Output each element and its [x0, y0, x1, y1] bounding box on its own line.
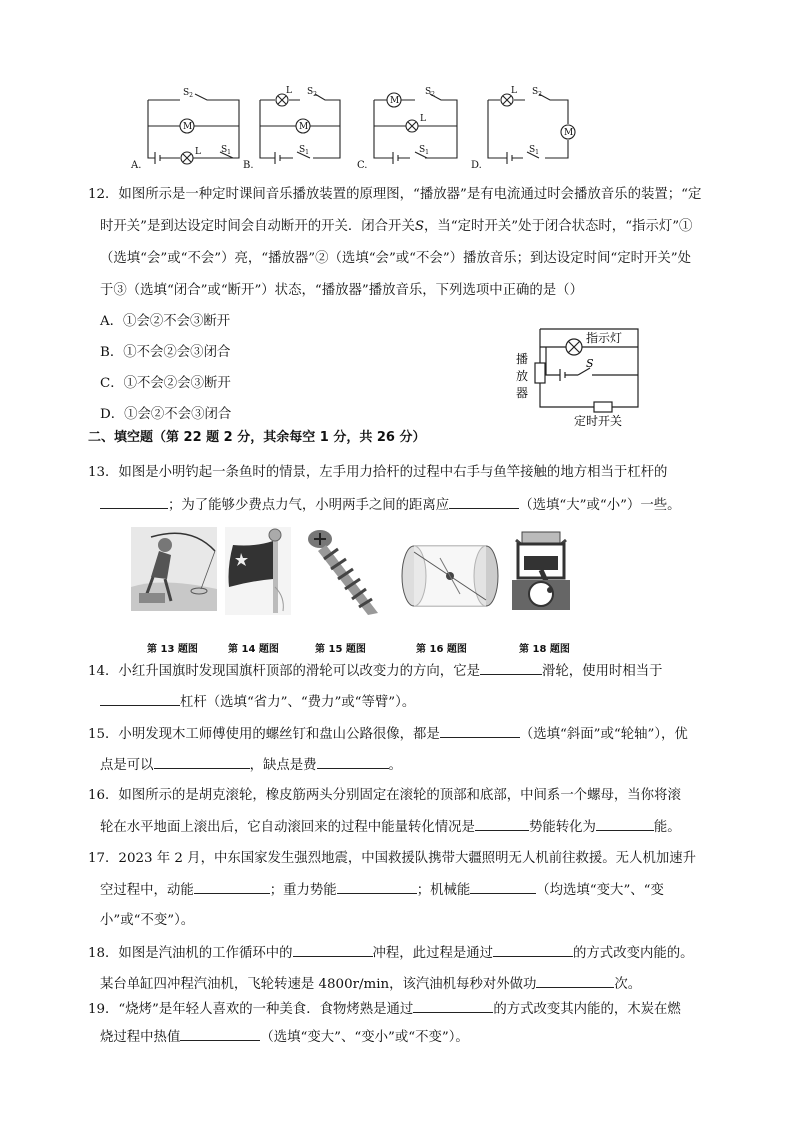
q14-line2: 杠杆（选填“省力”、“费力”或“等臂”）。 — [100, 692, 415, 713]
timer-switch-label: 定时开关 — [574, 414, 623, 427]
answer-blank[interactable] — [154, 755, 250, 769]
figure-caption: 第 13 题图 — [147, 644, 198, 655]
lamp-label: L — [420, 114, 426, 124]
q15-line2: 点是可以 ，缺点是费 。 — [100, 755, 402, 776]
motor-label: M — [183, 122, 193, 132]
circuit-options-figure — [125, 84, 585, 172]
q12-option-b: B．①不会②会③闭合 — [100, 345, 231, 360]
s2-label: $S_2$ — [532, 87, 542, 98]
fishing-figure — [131, 527, 217, 611]
answer-blank[interactable] — [596, 817, 654, 831]
answer-blank[interactable] — [475, 817, 529, 831]
answer-blank[interactable] — [536, 974, 614, 988]
q18-line1: 18．如图是汽油机的工作循环中的 冲程，此过程是通过 的方式改变内能的。 — [88, 943, 694, 964]
motor-label: M — [564, 128, 574, 138]
player-label-1: 播 — [516, 352, 529, 366]
section-header: 二、填空题（第 22 题 2 分，其余每空 1 分，共 26 分） — [88, 430, 426, 445]
q18-line2: 某台单缸四冲程汽油机，飞轮转速是 4800r/min，该汽油机每秒对外做功 次。 — [100, 974, 641, 995]
s1-label: $S_1$ — [299, 145, 309, 156]
q12-option-d: D．①会②不会③闭合 — [100, 407, 232, 422]
answer-blank[interactable] — [449, 495, 519, 509]
motor-label: M — [299, 122, 309, 132]
roller-figure — [400, 538, 500, 614]
q15-line1: 15．小明发现木工师傅使用的螺丝钉和盘山公路很像，都是 （选填“斜面”或“轮轴”），优 — [88, 724, 688, 745]
q13-line2: ；为了能够少费点力气，小明两手之间的距离应 （选填“大”或“小”）一些。 — [100, 495, 681, 516]
answer-blank[interactable] — [317, 755, 389, 769]
q17-line1: 17．2023 年 2 月，中东国家发生强烈地震，中国救援队携带大疆照明无人机前往救援。无人机加速升 — [88, 851, 697, 866]
answer-blank[interactable] — [440, 724, 520, 738]
q12-line1: 12．如图所示是一种定时课间音乐播放装置的原理图，“播放器”是有电流通过时会播放音乐的装置；“定 — [88, 187, 702, 202]
q13-line1: 13．如图是小明钓起一条鱼时的情景，左手用力拾杆的过程中右手与鱼竿接触的地方相当于杠杆的 — [88, 465, 668, 480]
timer-circuit-figure — [510, 325, 650, 427]
s2-label: $S_2$ — [425, 87, 435, 98]
answer-blank[interactable] — [293, 943, 373, 957]
q12-line3: （选填“会”或“不会”）亮，“播放器”②（选填“会”或“不会”）播放音乐；到达设定时间“定时开关”处 — [100, 251, 691, 266]
player-label-2: 放 — [516, 369, 529, 383]
answer-blank[interactable] — [493, 943, 573, 957]
q14-line1: 14．小红升国旗时发现国旗杆顶部的滑轮可以改变力的方向，它是 滑轮，使用时相当于 — [88, 661, 663, 682]
switch-s-label: S — [586, 357, 594, 370]
lamp-label: L — [511, 86, 517, 96]
s2-label: $S_2$ — [183, 88, 193, 99]
answer-blank[interactable] — [194, 880, 270, 894]
screw-figure — [304, 527, 384, 619]
q12-option-c: C．①不会②会③断开 — [100, 376, 231, 391]
answer-blank[interactable] — [100, 692, 180, 706]
q19-line2: 烧过程中热值 （选填“变大”、“变小”或“不变”）。 — [100, 1027, 469, 1048]
q19-line1: 19．“烧烤”是年轻人喜欢的一种美食．食物烤熟是通过 的方式改变其内能的，木炭在燃 — [88, 999, 681, 1020]
q12-line2: 时开关”是到达设定时间会自动断开的开关．闭合开关S，当“定时开关”处于闭合状态时，“指示灯”① — [100, 219, 693, 234]
s1-label: $S_1$ — [221, 145, 231, 156]
motor-label: M — [390, 96, 400, 106]
option-label-d: D. — [471, 160, 482, 171]
s1-label: $S_1$ — [419, 145, 429, 156]
lamp-label: L — [195, 147, 201, 157]
q16-line2: 轮在水平地面上滚出后，它自动滚回来的过程中能量转化情况是 势能转化为 能。 — [100, 817, 681, 838]
figure-caption: 第 15 题图 — [315, 644, 366, 655]
q17-line3: 小”或“不变”）。 — [100, 913, 195, 928]
q12-line4: 于③（选填“闭合”或“断开”）状态，“播放器”播放音乐，下列选项中正确的是（） — [100, 283, 583, 298]
lamp-label: L — [286, 86, 292, 96]
answer-blank[interactable] — [413, 999, 493, 1013]
answer-blank[interactable] — [337, 880, 417, 894]
q12-option-a: A．①会②不会③断开 — [100, 314, 231, 329]
q16-line1: 16．如图所示的是胡克滚轮，橡皮筋两头分别固定在滚轮的顶部和底部，中间系一个螺母，当你将滚 — [88, 788, 681, 803]
s2-label: $S_2$ — [307, 87, 317, 98]
figure-caption: 第 14 题图 — [228, 644, 279, 655]
s1-label: $S_1$ — [529, 145, 539, 156]
option-label-c: C. — [357, 160, 368, 171]
figure-caption: 第 18 题图 — [519, 644, 570, 655]
figure-caption: 第 16 题图 — [416, 644, 467, 655]
answer-blank[interactable] — [470, 880, 536, 894]
player-label-3: 器 — [516, 386, 529, 400]
option-label-a: A. — [131, 160, 142, 171]
answer-blank[interactable] — [180, 1027, 260, 1041]
answer-blank[interactable] — [100, 495, 168, 509]
option-label-b: B. — [243, 160, 254, 171]
engine-figure — [508, 530, 574, 614]
indicator-lamp-label: 指示灯 — [586, 331, 623, 345]
q17-line2: 空过程中，动能 ；重力势能 ；机械能 （均选填“变大”、“变 — [100, 880, 664, 901]
answer-blank[interactable] — [480, 661, 542, 675]
flag-figure — [225, 527, 291, 615]
